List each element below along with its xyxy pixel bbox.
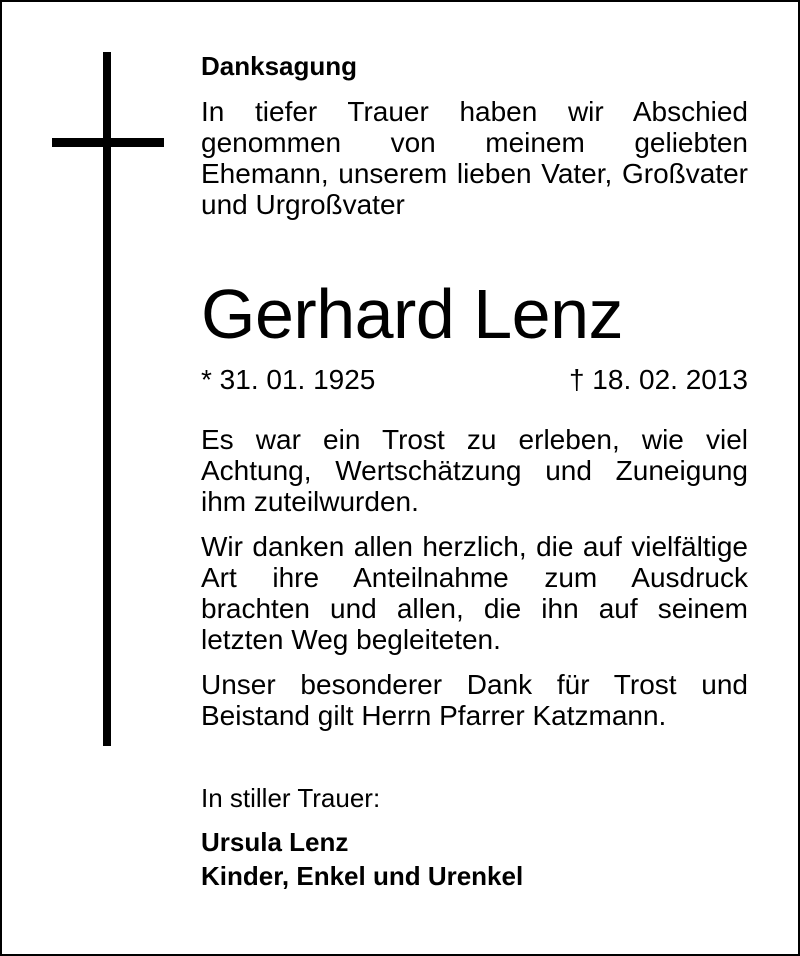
mourning-line: In stiller Trauer: <box>201 783 381 813</box>
deceased-name: Gerhard Lenz <box>201 275 624 353</box>
thanks-paragraph-1: Es war ein Trost zu erleben, wie viel Achtung, Wertschätzung und Zuneigung ihm zuteilwurden. <box>201 424 748 517</box>
cross-vertical-bar <box>103 52 111 746</box>
signer-name: Ursula Lenz <box>201 827 349 857</box>
thanks-paragraph-3: Unser besonderer Dank für Trost und Beistand gilt Herrn Pfarrer Katzmann. <box>201 669 748 731</box>
intro-paragraph: In tiefer Trauer haben wir Abschied genommen von meinem geliebten Ehemann, unserem lieben Vater, Großvater und Urgroßvater <box>201 96 748 220</box>
thanks-paragraph-2: Wir danken allen herzlich, die auf vielfältige Art ihre Anteilnahme zum Ausdruck brachten und allen, die ihn auf seinem letzten Weg begleiteten. <box>201 531 748 655</box>
birth-date: * 31. 01. 1925 <box>201 364 376 395</box>
notice-heading: Danksagung <box>201 51 358 81</box>
signer-family: Kinder, Enkel und Urenkel <box>201 861 524 891</box>
life-dates <box>201 364 748 395</box>
cross-horizontal-bar <box>52 138 164 147</box>
notice-content <box>201 48 748 893</box>
death-date: † 18. 02. 2013 <box>568 364 748 395</box>
